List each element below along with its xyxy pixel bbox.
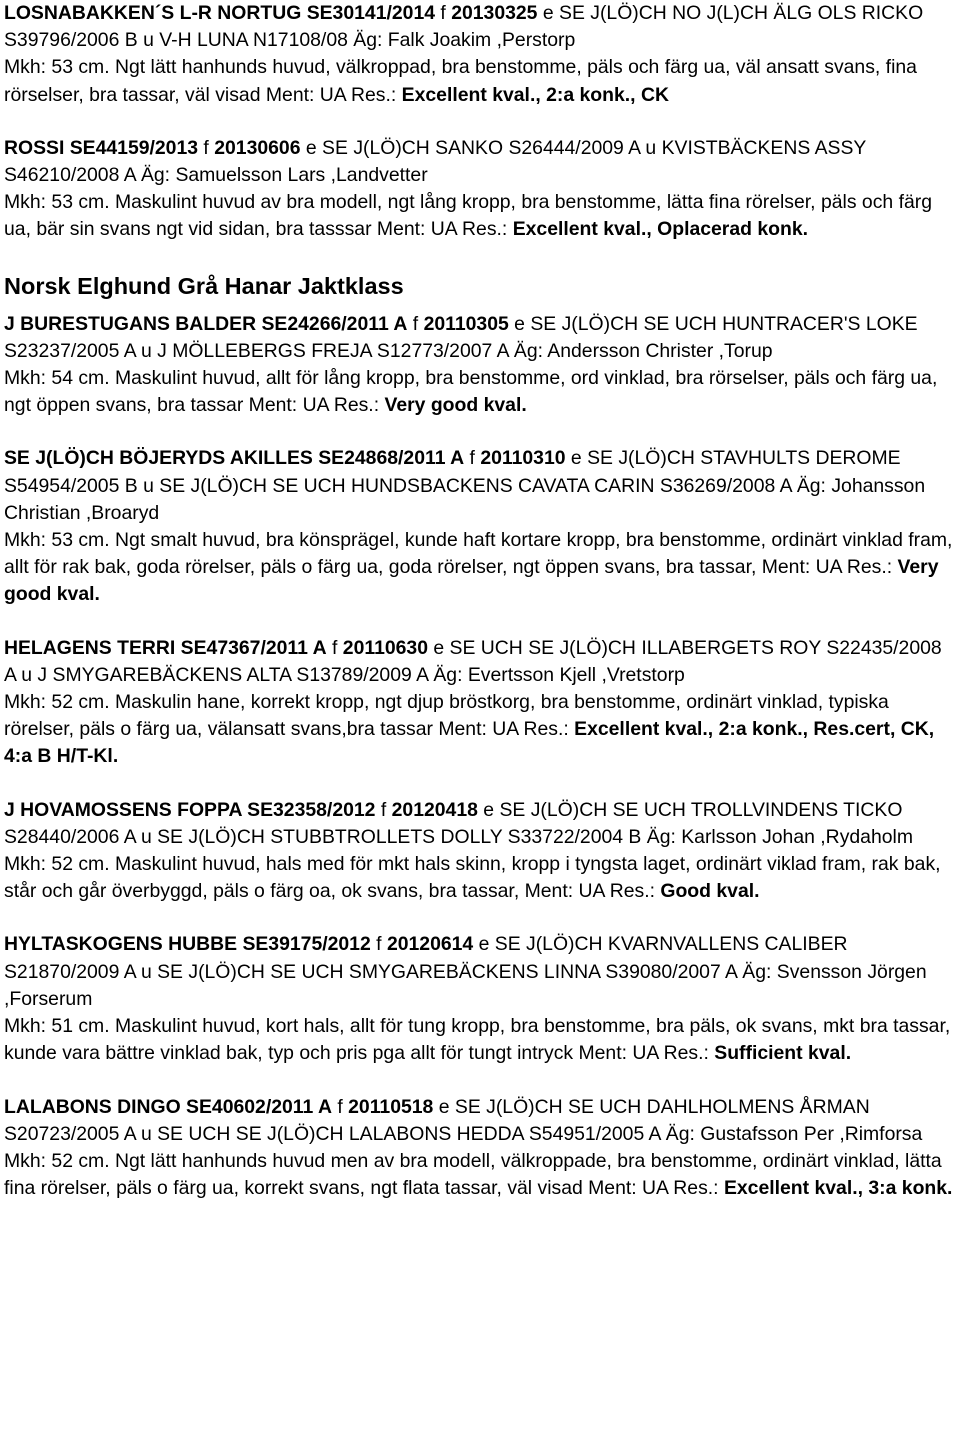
text-run: f — [435, 2, 452, 24]
text-run-bold: Sufficient kval. — [714, 1042, 852, 1065]
text-run: Mkh: 53 cm. Maskulint huvud av bra modell, ngt lång kropp, bra benstomme, lätta fina rörelser, päls och färg ua, bär sin svans ngt vid sidan, bra tasssar Ment: UA Res.: — [4, 191, 932, 241]
text-run-bold: 20110305 — [423, 312, 509, 335]
text-run: e SE J(LÖ)CH SE UCH TROLLVINDENS TICKO S28440/2006 A u SE J(LÖ)CH STUBBTROLLETS DOLLY S33722/2004 B Äg: Karlsson Johan ,Rydaholm — [4, 798, 913, 848]
text-run-bold: J HOVAMOSSENS FOPPA SE32358/2012 — [4, 798, 376, 821]
text-run: f — [407, 312, 424, 335]
text-run-bold: Excellent kval., Oplacerad konk. — [512, 218, 809, 241]
text-run: e SE J(LÖ)CH SANKO S26444/2009 A u KVISTBÄCKENS ASSY S46210/2008 A Äg: Samuelsson Lars ,Landvetter — [4, 136, 866, 187]
text-run: Mkh: 52 cm. Maskulin hane, korrekt kropp, ngt djup bröstkorg, bra benstomme, ordinärt vinklad, typiska rörelser, päls o färg ua, välansatt svans,bra tassar Ment: UA Res.: — [4, 691, 889, 741]
text-run: f — [331, 1095, 349, 1118]
text-run: e SE UCH SE J(LÖ)CH ILLABERGETS ROY S22435/2008 A u J SMYGAREBÄCKENS ALTA S13789/2009 A Äg: Evertsson Kjell ,Vretstorp — [4, 636, 942, 686]
text-run: f — [375, 798, 392, 821]
text-run: Mkh: 53 cm. Ngt smalt huvud, bra könsprägel, kunde haft kortare kropp, bra benstomme, ordinärt vinklad fram, allt för rak bak, goda rörelser, päls o färg ua, goda rörelser, ngt öppen svans, bra tassar, Ment: UA Res.: — [4, 529, 953, 579]
text-run: Mkh: 51 cm. Maskulint huvud, kort hals, allt för tung kropp, bra benstomme, bra päls, ok svans, mkt bra tassar, kunde vara bättre vinklad bak, typ och pris pga allt för tungt intryck Ment: UA Res.: — [4, 1015, 951, 1065]
text-run-bold: 20130606 — [214, 136, 301, 159]
entry-description — [4, 54, 954, 108]
entry-registration — [4, 635, 954, 689]
entry-description — [4, 689, 954, 771]
text-run-bold: HELAGENS TERRI SE47367/2011 A — [4, 636, 327, 659]
text-run: Mkh: 54 cm. Maskulint huvud, allt för lång kropp, bra benstomme, ord vinklad, bra rörselser, päls och färg ua, ngt öppen svans, bra tassar Ment: UA Res.: — [4, 367, 938, 417]
entry-registration — [4, 931, 954, 1013]
entry-hovamossens-foppa — [4, 797, 954, 906]
text-run-bold: LALABONS DINGO SE40602/2011 A — [4, 1095, 332, 1118]
entry-description — [4, 1013, 954, 1067]
text-run-bold: J BURESTUGANS BALDER SE24266/2011 A — [4, 312, 408, 335]
entry-registration — [4, 311, 954, 365]
text-run: f — [198, 136, 215, 159]
text-run: Mkh: 52 cm. Maskulint huvud, hals med för mkt hals skinn, kropp i tyngsta laget, ordinärt viklad fram, rak bak, står och går överbyggd, päls o färg oa, ok svans, bra tassar, Ment: UA Res.: — [4, 853, 941, 903]
entry-registration — [4, 135, 954, 189]
text-run: f — [464, 447, 481, 470]
text-run-bold: SE J(LÖ)CH BÖJERYDS AKILLES SE24868/2011 A — [4, 447, 465, 470]
text-run-bold: 20130325 — [451, 2, 538, 24]
text-run: Mkh: 53 cm. Ngt lätt hanhunds huvud, välkroppad, bra benstomme, päls och färg ua, väl ansatt svans, fina rörselser, bra tassar, väl visad Ment: UA Res.: — [4, 56, 917, 106]
entry-registration — [4, 445, 954, 527]
text-run: e SE J(LÖ)CH STAVHULTS DEROME S54954/2005 B u SE J(LÖ)CH SE UCH HUNDSBACKENS CAVATA CARIN S36269/2008 A Äg: Johansson Christian ,Broaryd — [4, 447, 926, 524]
text-run-bold: Excellent kval., 2:a konk., Res.cert, CK, 4:a B H/T-Kl. — [4, 718, 935, 768]
text-run-bold: 20110518 — [348, 1095, 434, 1118]
entry-rossi — [4, 135, 954, 244]
text-run: e SE J(LÖ)CH SE UCH HUNTRACER'S LOKE S23237/2005 A u J MÖLLEBERGS FREJA S12773/2007 A Äg: Andersson Christer ,Torup — [4, 312, 918, 362]
text-run-bold: ROSSI SE44159/2013 — [4, 136, 199, 159]
entry-description — [4, 527, 954, 609]
text-run: Mkh: 52 cm. Ngt lätt hanhunds huvud men av bra modell, välkroppade, bra benstomme, ordinärt vinklad, lätta fina rörelser, päls o färg ua, korrekt svans, ngt flata tassar, väl visad Ment: UA Res.: — [4, 1149, 942, 1200]
entry-registration — [4, 0, 954, 54]
entry-description — [4, 851, 954, 905]
entry-burestugans-balder — [4, 311, 954, 420]
text-run-bold: LOSNABAKKEN´S L-R NORTUG SE30141/2014 — [4, 2, 436, 24]
text-run-bold: HYLTASKOGENS HUBBE SE39175/2012 — [4, 933, 371, 956]
entry-helagens-terri — [4, 635, 954, 771]
text-run: f — [370, 933, 387, 956]
text-run-bold: Good kval. — [660, 880, 760, 903]
entry-registration — [4, 797, 954, 851]
text-run-bold: 20110310 — [480, 447, 566, 470]
entry-registration — [4, 1094, 954, 1148]
text-run-bold: 20120418 — [391, 798, 478, 821]
section-heading: Norsk Elghund Grå Hanar Jaktklass — [4, 272, 404, 299]
text-run-bold: 20110630 — [342, 636, 428, 659]
text-run: e SE J(LÖ)CH KVARNVALLENS CALIBER S21870/2009 A u SE J(LÖ)CH SE UCH SMYGAREBÄCKENS LINNA S39080/2007 A Äg: Svensson Jörgen ,Forserum — [4, 933, 927, 1010]
text-run-bold: 20120614 — [386, 933, 474, 956]
entry-hyltaskogens-hubbe — [4, 931, 954, 1067]
text-run: e SE J(LÖ)CH SE UCH DAHLHOLMENS ÅRMAN S20723/2005 A u SE UCH SE J(LÖ)CH LALABONS HEDDA S54951/2005 A Äg: Gustafsson Per ,Rimforsa — [4, 1095, 923, 1145]
entry-bojeryds-akilles — [4, 445, 954, 608]
text-run-bold: Excellent kval., 3:a konk. — [723, 1177, 953, 1200]
text-run-bold: Very good kval. — [384, 394, 527, 417]
entry-losnabakken — [4, 0, 954, 109]
entry-description — [4, 365, 954, 419]
entry-description — [4, 189, 954, 243]
text-run: e SE J(LÖ)CH NO J(L)CH ÄLG OLS RICKO S39796/2006 B u V-H LUNA N17108/08 Äg: Falk Joakim ,Perstorp — [4, 2, 924, 52]
text-run-bold: Very good kval. — [4, 556, 939, 606]
entry-lalabons-dingo — [4, 1094, 954, 1203]
entry-description — [4, 1148, 954, 1202]
text-run-bold: Excellent kval., 2:a konk., CK — [401, 83, 669, 106]
text-run: f — [326, 636, 343, 659]
